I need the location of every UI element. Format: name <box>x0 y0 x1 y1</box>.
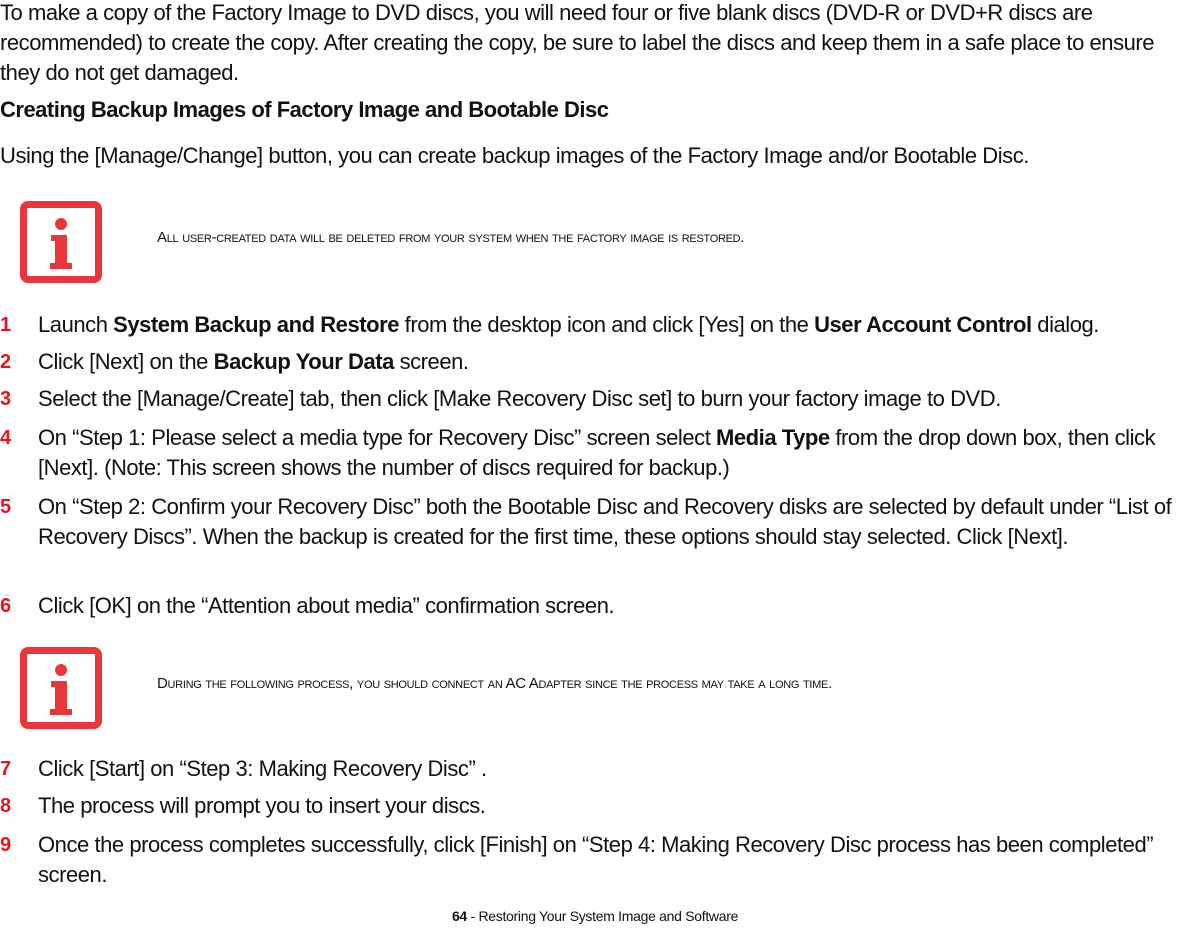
info-note <box>0 201 1190 287</box>
step-number: 2 <box>0 351 11 373</box>
step-text-segment: from the drop down box, then click [Next]. (Note: This screen shows the number of discs required for backup.) <box>38 425 1156 480</box>
page-footer <box>0 908 1190 924</box>
step-emphasis: Backup Your Data <box>213 349 394 374</box>
step-number: 6 <box>0 595 11 617</box>
step-text-segment: Click [Next] on the <box>38 349 214 374</box>
lead-paragraph: Using the [Manage/Change] button, you can create backup images of the Factory Image and/or Bootable Disc. <box>0 143 1029 168</box>
step-number: 3 <box>0 388 11 410</box>
step-text <box>38 492 1190 552</box>
step-text <box>38 830 1190 890</box>
info-icon <box>20 647 102 729</box>
step-text-segment: Launch <box>38 312 114 337</box>
step-number: 5 <box>0 496 11 518</box>
step-text-segment: Once the process completes successfully, click [Finish] on “Step 4: Making Recovery Disc process has been completed” screen. <box>38 832 1154 887</box>
note-text: During the following process, you should connect an AC Adapter since the process may take a long time. <box>157 675 832 692</box>
step-number: 4 <box>0 427 11 449</box>
step-text-segment: Click [Start] on “Step 3: Making Recovery Disc” . <box>38 756 487 781</box>
step-emphasis: Media Type <box>716 425 830 450</box>
intro-paragraph: To make a copy of the Factory Image to DVD discs, you will need four or five blank discs (DVD-R or DVD+R discs are recommended) to create the copy. After creating the copy, be sure to label the discs and keep them in a safe place to ensure they do not get damaged. <box>0 0 1155 85</box>
step-text-segment: On “Step 2: Confirm your Recovery Disc” both the Bootable Disc and Recovery disks are selected by default under “List of Recovery Discs”. When the backup is created for the first time, these options should stay selected. Click [Next]. <box>38 494 1172 549</box>
info-icon <box>20 201 102 283</box>
page-number: 64 <box>451 908 467 924</box>
step-text <box>38 754 1190 784</box>
step-emphasis: User Account Control <box>814 312 1032 337</box>
step-text-segment: On “Step 1: Please select a media type for Recovery Disc” screen select <box>38 425 717 450</box>
step-text <box>38 347 1190 377</box>
step-number: 9 <box>0 834 11 856</box>
step-text-segment: Click [OK] on the “Attention about media” confirmation screen. <box>38 593 615 618</box>
step-text-segment: The process will prompt you to insert your discs. <box>38 793 486 818</box>
note-text: All user-created data will be deleted from your system when the factory image is restored. <box>157 229 745 246</box>
step-text <box>38 310 1190 340</box>
step-number: 8 <box>0 795 11 817</box>
footer-title: - Restoring Your System Image and Software <box>466 908 739 924</box>
section-heading: Creating Backup Images of Factory Image and Bootable Disc <box>0 97 609 122</box>
step-text <box>38 791 1190 821</box>
step-text-segment: from the desktop icon and click [Yes] on the <box>399 312 815 337</box>
info-note <box>0 647 1190 733</box>
step-text-segment: screen. <box>393 349 469 374</box>
step-text-segment: Select the [Manage/Create] tab, then click [Make Recovery Disc set] to burn your factory image to DVD. <box>38 386 1001 411</box>
step-text <box>38 591 1190 621</box>
step-text-segment: dialog. <box>1031 312 1099 337</box>
step-emphasis: System Backup and Restore <box>113 312 399 337</box>
step-text <box>38 384 1190 414</box>
step-text <box>38 423 1190 483</box>
step-number: 7 <box>0 758 11 780</box>
step-number: 1 <box>0 314 11 336</box>
